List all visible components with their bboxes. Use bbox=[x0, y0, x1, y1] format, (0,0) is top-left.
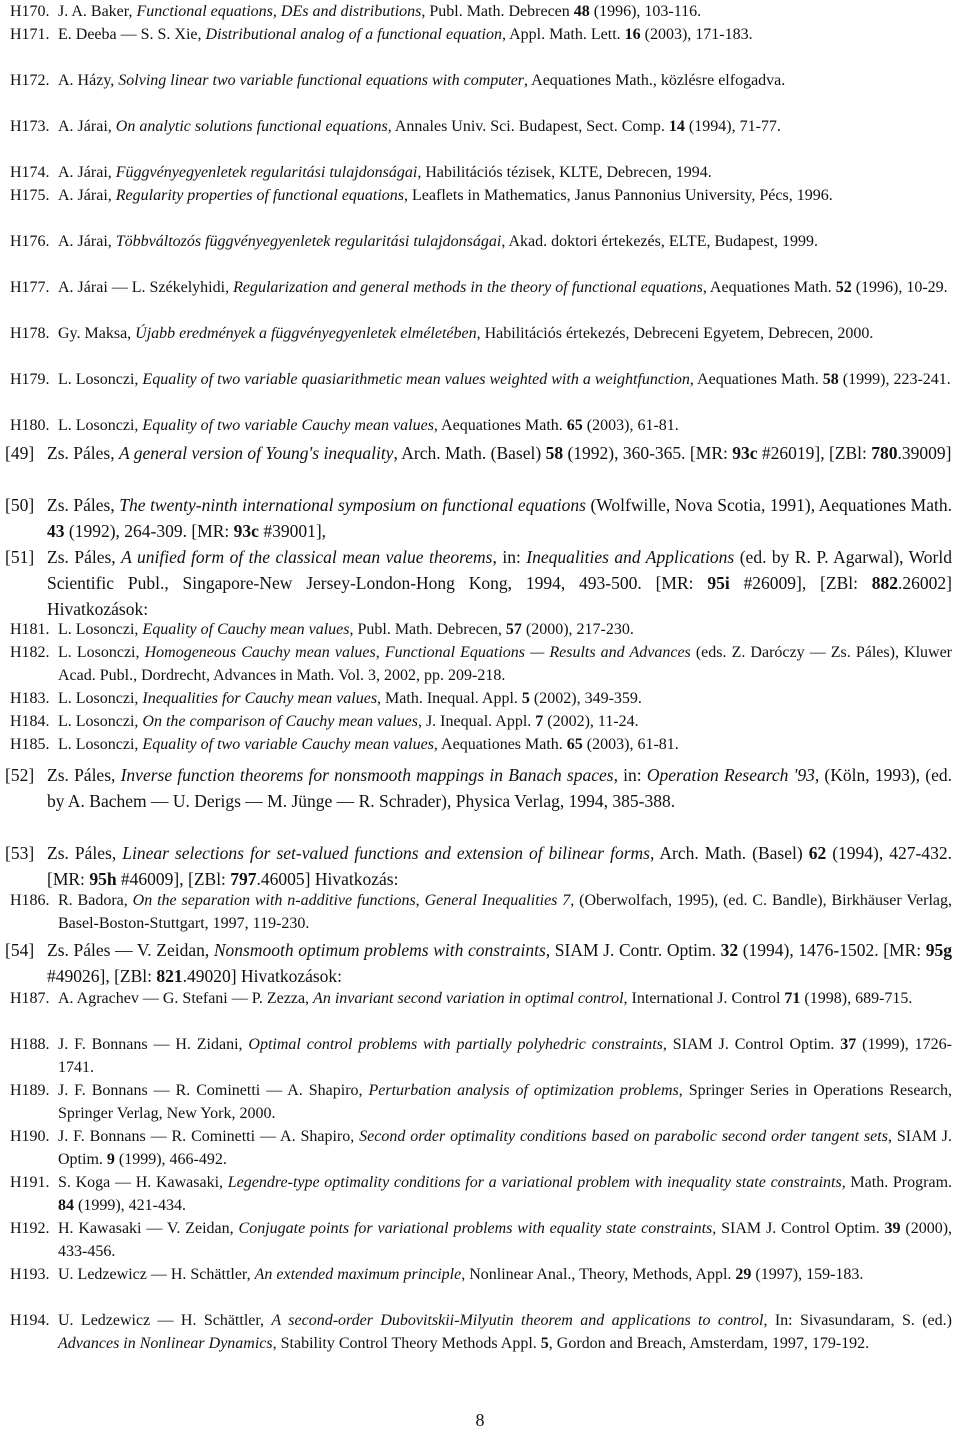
volume-number: 5 bbox=[521, 690, 530, 707]
citation-fragment: , Gordon and Breach, Amsterdam, 1997, 179-192. bbox=[548, 1335, 870, 1352]
citation-number: H185. bbox=[10, 736, 50, 753]
citation-fragment: .26002] Hivatkozások: bbox=[47, 573, 952, 619]
citation-text bbox=[58, 0, 952, 23]
citation-fragment: , Annales Univ. Sci. Budapest, Sect. Comp. bbox=[387, 118, 669, 135]
work-title: Solving linear two variable functional equations with computer bbox=[118, 72, 525, 89]
citation-text bbox=[58, 368, 952, 391]
citation-fragment: , Aequationes Math. bbox=[702, 279, 836, 296]
work-title: An extended maximum principle bbox=[254, 1266, 462, 1283]
citation-text bbox=[58, 889, 952, 935]
work-title: An invariant second variation in optimal control bbox=[313, 990, 624, 1007]
citation-text bbox=[58, 69, 952, 92]
volume-number: 9 bbox=[106, 1151, 115, 1168]
citation-fragment: Zs. Páles, bbox=[47, 547, 122, 567]
citation-text bbox=[58, 1309, 952, 1355]
citation-fragment: L. Losonczi, bbox=[58, 713, 143, 730]
citation-fragment: , in: bbox=[613, 765, 647, 785]
citation-fragment: Zs. Páles, bbox=[47, 495, 120, 515]
citation-text bbox=[58, 414, 952, 437]
citation-fragment: H. Kawasaki — V. Zeidan, bbox=[58, 1220, 239, 1237]
reference-text bbox=[47, 937, 952, 989]
citation-fragment: S. Koga — H. Kawasaki, bbox=[58, 1174, 228, 1191]
citation-fragment: , Publ. Math. Debrecen, bbox=[349, 621, 506, 638]
citation-text bbox=[58, 115, 952, 138]
citation-fragment: L. Losonczi, bbox=[58, 736, 143, 753]
reference-text bbox=[47, 544, 952, 622]
work-title: Functional equations, DEs and distributions bbox=[136, 3, 422, 20]
page-number: 8 bbox=[475, 1410, 485, 1430]
work-title: Operation Research '93 bbox=[646, 765, 815, 785]
volume-number: 32 bbox=[720, 940, 739, 960]
reference-text bbox=[47, 762, 952, 814]
citation-text bbox=[58, 23, 952, 46]
citation-number: H194. bbox=[10, 1312, 50, 1329]
citation-fragment: (2003), 61-81. bbox=[582, 417, 679, 434]
citation-fragment: J. F. Bonnans — R. Cominetti — A. Shapiro, bbox=[58, 1128, 360, 1145]
citation-text bbox=[58, 1171, 952, 1217]
citation-text bbox=[58, 1125, 952, 1171]
citation-number: H182. bbox=[10, 644, 50, 661]
citation-fragment: , Aequationes Math., közlésre elfogadva. bbox=[524, 72, 786, 89]
citation-fragment: A. Járai — L. Székelyhidi, bbox=[58, 279, 234, 296]
citation-fragment: #26009], [ZBl: bbox=[729, 573, 872, 593]
volume-number: 797 bbox=[230, 869, 257, 889]
citation-fragment: (1994), 71-77. bbox=[684, 118, 781, 135]
volume-number: 16 bbox=[624, 26, 641, 43]
citation-fragment: (1998), 689-715. bbox=[800, 990, 913, 1007]
citation-number: H173. bbox=[10, 118, 50, 135]
citation-fragment: (1997), 159-183. bbox=[751, 1266, 864, 1283]
work-title: Többváltozós függvényegyenletek regularitási tulajdonságai bbox=[115, 233, 502, 250]
citation-fragment: , bbox=[415, 892, 425, 909]
volume-number: 5 bbox=[540, 1335, 549, 1352]
reference-number: [51] bbox=[5, 547, 35, 567]
citation-fragment: (1992), 264-309. [MR: bbox=[64, 521, 234, 541]
citation-fragment: , Habilitációs tézisek, KLTE, Debrecen, 1994. bbox=[417, 164, 712, 181]
citation-fragment: , in: bbox=[492, 547, 527, 567]
citation-text bbox=[58, 710, 952, 733]
citation-fragment: L. Losonczi, bbox=[58, 371, 143, 388]
volume-number: 48 bbox=[573, 3, 590, 20]
citation-fragment: (2002), 11-24. bbox=[543, 713, 639, 730]
citation-fragment: L. Losonczi, bbox=[58, 621, 143, 638]
citation-fragment: , (Oberwolfach, 1995), (ed. C. Bandle), Birkhäuser Verlag, Basel-Boston-Stuttgart, 1997, 119-230. bbox=[58, 892, 953, 932]
citation-fragment: (2002), 349-359. bbox=[529, 690, 642, 707]
citation-number: H175. bbox=[10, 187, 50, 204]
citation-fragment: L. Losonczi, bbox=[58, 690, 143, 707]
citation-fragment: , Aequationes Math. bbox=[433, 417, 567, 434]
citation-number: H171. bbox=[10, 26, 50, 43]
citation-number: H180. bbox=[10, 417, 50, 434]
volume-number: 52 bbox=[835, 279, 852, 296]
work-title: A second-order Dubovitskii-Milyutin theorem and applications to control bbox=[271, 1312, 764, 1329]
citation-fragment: , Akad. doktori értekezés, ELTE, Budapest, 1999. bbox=[501, 233, 819, 250]
citation-fragment: , International J. Control bbox=[623, 990, 785, 1007]
citation-fragment: #49026], [ZBl: bbox=[47, 966, 157, 986]
work-title: Optimal control problems with partially polyhedric constraints bbox=[248, 1036, 663, 1053]
citation-text bbox=[58, 687, 952, 710]
citation-fragment: , In: Sivasundaram, S. (ed.) bbox=[763, 1312, 952, 1329]
volume-number: 37 bbox=[840, 1036, 857, 1053]
volume-number: 93c bbox=[732, 443, 758, 463]
citation-fragment: .49020] Hivatkozások: bbox=[182, 966, 343, 986]
citation-fragment: , Springer Series in Operations Research, Springer Verlag, New York, 2000. bbox=[58, 1082, 952, 1122]
citation-text bbox=[58, 1263, 952, 1286]
citation-text bbox=[58, 733, 952, 756]
citation-fragment: , (Köln, 1993), (ed. by A. Bachem — U. Derigs — M. Jünge — R. Schrader), Physica Verlag, 1994, 385-388. bbox=[47, 765, 952, 811]
citation-number: H181. bbox=[10, 621, 50, 638]
reference-number: [49] bbox=[5, 443, 35, 463]
citation-fragment: (1999), 1726-1741. bbox=[58, 1036, 953, 1076]
citation-fragment: Zs. Páles, bbox=[47, 443, 119, 463]
work-title: Homogeneous Cauchy mean values bbox=[144, 644, 376, 661]
reference-number: [50] bbox=[5, 495, 35, 515]
work-title: Inequalities and Applications bbox=[526, 547, 735, 567]
volume-number: 84 bbox=[58, 1197, 74, 1214]
volume-number: 58 bbox=[822, 371, 839, 388]
volume-number: 39 bbox=[884, 1220, 901, 1237]
reference-text bbox=[47, 840, 952, 892]
citation-number: H187. bbox=[10, 990, 50, 1007]
volume-number: 14 bbox=[668, 118, 685, 135]
citation-fragment: J. F. Bonnans — H. Zidani, bbox=[58, 1036, 249, 1053]
citation-fragment: (1992), 360-365. [MR: bbox=[563, 443, 733, 463]
volume-number: 58 bbox=[545, 443, 564, 463]
reference-text bbox=[47, 492, 952, 544]
work-title: Conjugate points for variational problems with equality state constraints bbox=[238, 1220, 713, 1237]
citation-fragment: A. Járai, bbox=[58, 233, 116, 250]
work-title: Függvényegyenletek regularitási tulajdonságai bbox=[115, 164, 418, 181]
citation-number: H178. bbox=[10, 325, 50, 342]
volume-number: 57 bbox=[505, 621, 522, 638]
citation-number: H188. bbox=[10, 1036, 50, 1053]
citation-fragment: , Arch. Math. (Basel) bbox=[393, 443, 546, 463]
work-title: On analytic solutions functional equations bbox=[115, 118, 388, 135]
citation-text bbox=[58, 987, 952, 1010]
citation-fragment: J. F. Bonnans — R. Cominetti — A. Shapiro, bbox=[58, 1082, 369, 1099]
work-title: Functional Equations — Results and Advances bbox=[384, 644, 691, 661]
work-title: Nonsmooth optimum problems with constraints bbox=[213, 940, 546, 960]
citation-fragment: E. Deeba — S. S. Xie, bbox=[58, 26, 206, 43]
citation-fragment: .46005] Hivatkozás: bbox=[256, 869, 399, 889]
citation-text bbox=[58, 1217, 952, 1263]
citation-number: H191. bbox=[10, 1174, 50, 1191]
citation-fragment: , Aequationes Math. bbox=[433, 736, 567, 753]
work-title: Advances in Nonlinear Dynamics bbox=[58, 1335, 273, 1352]
volume-number: 882 bbox=[871, 573, 899, 593]
citation-fragment: (1996), 10-29. bbox=[851, 279, 948, 296]
citation-fragment: , SIAM J. Contr. Optim. bbox=[545, 940, 721, 960]
citation-fragment: U. Ledzewicz — H. Schättler, bbox=[58, 1266, 255, 1283]
citation-fragment: #46009], [ZBl: bbox=[116, 869, 231, 889]
citation-text bbox=[58, 184, 952, 207]
work-title: Equality of two variable Cauchy mean values bbox=[142, 417, 434, 434]
citation-fragment: A. Járai, bbox=[58, 164, 116, 181]
volume-number: 62 bbox=[808, 843, 827, 863]
citation-text bbox=[58, 618, 952, 641]
citation-fragment: (1994), 427-432. [MR: bbox=[47, 843, 952, 889]
citation-fragment: J. A. Baker, bbox=[58, 3, 137, 20]
citation-number: H183. bbox=[10, 690, 50, 707]
citation-fragment: L. Losonczi, bbox=[58, 644, 145, 661]
citation-fragment: A. Házy, bbox=[58, 72, 119, 89]
citation-fragment: #39001], bbox=[258, 521, 327, 541]
volume-number: 95g bbox=[925, 940, 953, 960]
work-title: A general version of Young's inequality bbox=[118, 443, 394, 463]
citation-fragment: , Arch. Math. (Basel) bbox=[649, 843, 809, 863]
citation-fragment: , Leaflets in Mathematics, Janus Pannonius University, Pécs, 1996. bbox=[404, 187, 833, 204]
volume-number: 65 bbox=[566, 736, 583, 753]
citation-fragment: (1999), 466-492. bbox=[114, 1151, 227, 1168]
work-title: On the comparison of Cauchy mean values bbox=[142, 713, 418, 730]
citation-text bbox=[58, 322, 952, 345]
citation-fragment: (1999), 421-434. bbox=[74, 1197, 186, 1214]
citation-fragment: (2000), 433-456. bbox=[58, 1220, 953, 1260]
volume-number: 29 bbox=[735, 1266, 752, 1283]
citation-fragment: (2003), 171-183. bbox=[640, 26, 753, 43]
citation-fragment: A. Járai, bbox=[58, 187, 116, 204]
volume-number: 7 bbox=[535, 713, 544, 730]
citation-fragment: Zs. Páles, bbox=[47, 843, 123, 863]
reference-number: [54] bbox=[5, 940, 35, 960]
citation-fragment: , Math. Program. bbox=[841, 1174, 953, 1191]
volume-number: 95i bbox=[707, 573, 730, 593]
citation-fragment: , Stability Control Theory Methods Appl. bbox=[272, 1335, 541, 1352]
citation-text bbox=[58, 161, 952, 184]
citation-number: H179. bbox=[10, 371, 50, 388]
citation-number: H172. bbox=[10, 72, 50, 89]
citation-fragment: (2000), 217-230. bbox=[521, 621, 634, 638]
work-title: Inequalities for Cauchy mean values bbox=[142, 690, 378, 707]
citation-fragment: , Publ. Math. Debrecen bbox=[421, 3, 574, 20]
citation-text bbox=[58, 1033, 952, 1079]
work-title: Inverse function theorems for nonsmooth mappings in Banach spaces bbox=[120, 765, 614, 785]
work-title: Linear selections for set-valued functions and extension of bilinear forms bbox=[122, 843, 650, 863]
work-title: The twenty-ninth international symposium on functional equations bbox=[119, 495, 586, 515]
volume-number: 93c bbox=[233, 521, 259, 541]
citation-fragment: , Appl. Math. Lett. bbox=[501, 26, 625, 43]
work-title: Regularity properties of functional equations bbox=[115, 187, 405, 204]
citation-fragment: (eds. Z. Daróczy — Zs. Páles), Kluwer Acad. Publ., Dordrecht, Advances in Math. Vol. 3, 2002, pp. 209-218. bbox=[58, 644, 953, 684]
reference-number: [52] bbox=[5, 765, 35, 785]
volume-number: 71 bbox=[784, 990, 801, 1007]
citation-fragment: , bbox=[375, 644, 385, 661]
citation-fragment: .39009] bbox=[897, 443, 952, 463]
reference-text bbox=[47, 440, 952, 466]
citation-fragment: A. Agrachev — G. Stefani — P. Zezza, bbox=[58, 990, 314, 1007]
citation-fragment: , SIAM J. Control Optim. bbox=[712, 1220, 885, 1237]
reference-number: [53] bbox=[5, 843, 35, 863]
citation-number: H184. bbox=[10, 713, 50, 730]
citation-fragment: Zs. Páles — V. Zeidan, bbox=[47, 940, 214, 960]
citation-fragment: (1999), 223-241. bbox=[838, 371, 951, 388]
citation-fragment: , Aequationes Math. bbox=[689, 371, 823, 388]
citation-fragment: , SIAM J. Control Optim. bbox=[662, 1036, 841, 1053]
citation-text bbox=[58, 230, 952, 253]
citation-fragment: Zs. Páles, bbox=[47, 765, 121, 785]
citation-fragment: Gy. Maksa, bbox=[58, 325, 136, 342]
citation-number: H190. bbox=[10, 1128, 50, 1145]
citation-fragment: (2003), 61-81. bbox=[582, 736, 679, 753]
citation-fragment: (Wolfwille, Nova Scotia, 1991), Aequationes Math. bbox=[585, 495, 952, 515]
citation-number: H170. bbox=[10, 3, 50, 20]
work-title: Equality of two variable quasiarithmetic mean values weighted with a weightfunction bbox=[142, 371, 690, 388]
volume-number: 95h bbox=[89, 869, 117, 889]
citation-fragment: , Habilitációs értekezés, Debreceni Egyetem, Debrecen, 2000. bbox=[476, 325, 874, 342]
citation-fragment: (1996), 103-116. bbox=[589, 3, 702, 20]
citation-fragment: L. Losonczi, bbox=[58, 417, 143, 434]
volume-number: 821 bbox=[156, 966, 183, 986]
citation-fragment: #26019], [ZBl: bbox=[757, 443, 872, 463]
volume-number: 780 bbox=[871, 443, 898, 463]
volume-number: 65 bbox=[566, 417, 583, 434]
work-title: A unified form of the classical mean value theorems bbox=[121, 547, 493, 567]
work-title: Equality of Cauchy mean values bbox=[142, 621, 350, 638]
citation-fragment: R. Badora, bbox=[58, 892, 133, 909]
work-title: Legendre-type optimality conditions for a variational problem with inequality state constraints bbox=[227, 1174, 842, 1191]
citation-text bbox=[58, 1079, 952, 1125]
citation-fragment: , Nonlinear Anal., Theory, Methods, Appl. bbox=[461, 1266, 736, 1283]
citation-fragment: A. Járai, bbox=[58, 118, 116, 135]
citation-text bbox=[58, 276, 952, 299]
work-title: Perturbation analysis of optimization problems bbox=[368, 1082, 679, 1099]
citation-text bbox=[58, 641, 952, 687]
citation-fragment: , SIAM J. Optim. bbox=[58, 1128, 952, 1168]
citation-fragment: (1994), 1476-1502. [MR: bbox=[738, 940, 926, 960]
citation-number: H189. bbox=[10, 1082, 50, 1099]
citation-number: H192. bbox=[10, 1220, 50, 1237]
citation-fragment: (ed. by R. P. Agarwal), World Scientific Publ., Singapore-New Jersey-London-Hong Kong, 1994, 493-500. [MR: bbox=[47, 547, 952, 593]
citation-fragment: , Math. Inequal. Appl. bbox=[377, 690, 522, 707]
volume-number: 43 bbox=[47, 521, 65, 541]
citation-number: H174. bbox=[10, 164, 50, 181]
citation-fragment: , J. Inequal. Appl. bbox=[417, 713, 536, 730]
work-title: Equality of two variable Cauchy mean values bbox=[142, 736, 434, 753]
citation-fragment: U. Ledzewicz — H. Schättler, bbox=[58, 1312, 272, 1329]
work-title: Regularization and general methods in the theory of functional equations bbox=[233, 279, 703, 296]
work-title: Újabb eredmények a függvényegyenletek elméletében bbox=[135, 325, 477, 342]
work-title: General Inequalities 7 bbox=[424, 892, 571, 909]
citation-number: H186. bbox=[10, 892, 50, 909]
work-title: On the separation with n-additive functions bbox=[132, 892, 416, 909]
citation-number: H193. bbox=[10, 1266, 50, 1283]
citation-number: H176. bbox=[10, 233, 50, 250]
work-title: Distributional analog of a functional equation bbox=[205, 26, 502, 43]
citation-number: H177. bbox=[10, 279, 50, 296]
work-title: Second order optimality conditions based on parabolic second order tangent sets bbox=[359, 1128, 888, 1145]
